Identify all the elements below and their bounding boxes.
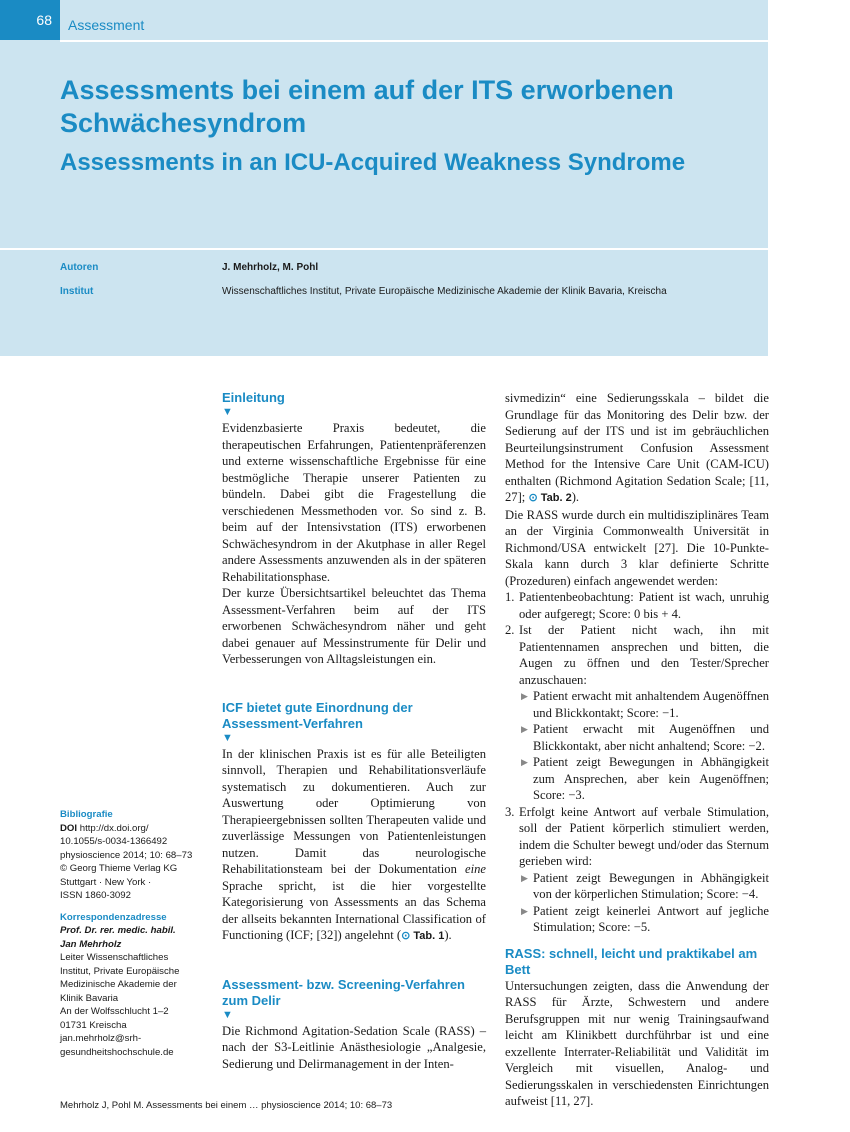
triangle-right-icon: ▶ xyxy=(521,691,528,701)
triangle-down-icon: ▼ xyxy=(222,731,233,744)
column-right xyxy=(505,390,769,1110)
doi-url[interactable]: http://dx.doi.org/ xyxy=(79,822,149,834)
triangle-right-icon: ▶ xyxy=(521,724,528,734)
heading-icf: ICF bietet gute Einordnung der Assessment-Verfahren xyxy=(222,699,413,731)
heading-einleitung: Einleitung xyxy=(222,390,285,405)
paragraph: Die RASS wurde durch ein multidisziplinäres Team an der Virginia Commonwealth Universität in Richmond/USA entwickelt [27]. Die 10-Punkte-Skala kann durch 3 klar definierte Schritte (Prozeduren) einfach angewendet werden: xyxy=(505,507,769,588)
correspondence-line: Klinik Bavaria xyxy=(60,992,119,1004)
correspondence-line: Leiter Wissenschaftliches xyxy=(60,952,169,963)
triangle-right-icon: ▶ xyxy=(521,872,528,883)
list-item: 2. Ist der Patient nicht wach, ihn mit Patientennamen ansprechen und bitten, die Augen zu öffnen und den Tester/Sprecher anzuschauen: ▶ Patient erwacht mit anhaltendem Augenöffnen und Blickkontakt; Score: −1. ▶ Patient erwacht mit Augenöffnen und Blickkontakt, aber nicht anhaltend; Score: −2. ▶ Patient zeigt Bewegungen in Abhängigkeit zum Ansprechen, aber kein Augenöffnen; Score: −3. xyxy=(505,623,769,802)
correspondence-name: Jan Mehrholz xyxy=(60,938,122,950)
paragraph: Untersuchungen zeigten, dass die Anwendung der RASS für Ärzte, Schwestern und andere Berufsgruppen mit nur wenig Trainingsaufwand leicht am Klinikbett durchführbar ist und eine exzellente Interrater-Reliabilität und Validität im Vergleich mit visuellen, Analog- und Sedierungsskalen in verschiedensten Einrichtungen aufweist [11, 27]. xyxy=(505,978,769,1108)
sublist-item: ▶ Patient zeigt Bewegungen in Abhängigkeit zum Ansprechen, aber kein Augenöffnen; Score: −3. xyxy=(521,755,769,802)
sublist-item: ▶ Patient zeigt Bewegungen in Abhängigkeit von der körperlichen Stimulation; Score: −4. xyxy=(521,870,769,901)
doi-line xyxy=(60,822,210,836)
column-left xyxy=(222,390,486,1072)
paragraph: Die Richmond Agitation-Sedation Scale (RASS) – nach der S3-Leitlinie Anästhesiologie „Analgesie, Sedierung und Delirmanagement in der Inten- xyxy=(222,1023,486,1071)
publisher-place: Stuttgart · New York · xyxy=(60,876,152,888)
circle-arrow-icon: ⊙ xyxy=(528,492,538,504)
institute-label: Institut xyxy=(60,286,94,297)
sublist-item: ▶ Patient zeigt keinerlei Antwort auf jegliche Stimulation; Score: −5. xyxy=(521,903,769,934)
table-reference[interactable]: ⊙ Tab. 2 xyxy=(528,492,572,504)
bibliography-heading: Bibliografie xyxy=(60,809,113,820)
correspondence-email[interactable]: jan.mehrholz@srh- xyxy=(60,1033,142,1044)
page-number: 68 xyxy=(0,0,60,40)
header-divider xyxy=(0,248,768,250)
authors-label: Autoren xyxy=(60,262,99,273)
sublist-item: ▶ Patient erwacht mit anhaltendem Augenöffnen und Blickkontakt; Score: −1. xyxy=(521,689,769,720)
sublist-item: ▶ Patient erwacht mit Augenöffnen und Blickkontakt, aber nicht anhaltend; Score: −2. xyxy=(521,722,769,753)
correspondence-heading: Korrespondenzadresse xyxy=(60,911,167,923)
paragraph: Der kurze Übersichtsartikel beleuchtet das Thema Assessment-Verfahren beim auf der ITS erworbenen Schwächesyndrom näher und geht dabei genauer auf Messinstrumente für Delir und Verbesserungen von Alltagsleistungen ein. xyxy=(222,586,486,666)
correspondence-title: Prof. Dr. rer. medic. habil. xyxy=(60,925,176,936)
institute-value: Wissenschaftliches Institut, Private Europäische Medizinische Akademie der Klinik Bavaria, Kreischa xyxy=(222,286,667,297)
triangle-down-icon: ▼ xyxy=(222,1008,233,1021)
article-title-german: Assessments bei einem auf der ITS erworbenen Schwächesyndrom xyxy=(60,75,674,138)
list-item: 3. Erfolgt keine Antwort auf verbale Stimulation, soll der Patient körperlich stimuliert werden, indem die Schulter bewegt und/oder das Sternum gerieben wird: ▶ Patient zeigt Bewegungen in Abhängigkeit von der körperlichen Stimulation; Score: −4. ▶ Patient zeigt keinerlei Antwort auf jegliche Stimulation; Score: −5. xyxy=(505,804,769,934)
sidebar xyxy=(60,808,210,1059)
correspondence-line: An der Wolfsschlucht 1–2 xyxy=(60,1006,169,1017)
circle-arrow-icon: ⊙ xyxy=(401,930,411,942)
article-title-english: Assessments in an ICU-Acquired Weakness Syndrome xyxy=(60,149,686,176)
triangle-right-icon: ▶ xyxy=(521,757,528,767)
footer-citation: Mehrholz J, Pohl M. Assessments bei einem … physioscience 2014; 10: 68–73 xyxy=(60,1100,393,1111)
heading-delir: Assessment- bzw. Screening-Verfahren zum Delir xyxy=(222,976,465,1008)
correspondence-email[interactable]: gesundheitshochschule.de xyxy=(60,1046,174,1058)
doi-id: 10.1055/s-0034-1366492 xyxy=(60,836,168,847)
authors-value: J. Mehrholz, M. Pohl xyxy=(222,262,319,273)
header-band xyxy=(0,0,768,356)
paragraph: In der klinischen Praxis ist es für alle Beteiligten sinnvoll, Therapien und Rehabilitationsverläufe systematisch zu dokumentieren. Auch zur Auswertung oder Optimierung von Therapieergebnissen sollten Therapeuten valide und zuverlässige Messungen von Patientenleistungen nutzen. Damit das neurologische Rehabilitationsteam bei der Dokumentation eine Sprache spricht, ist die hier vorgestellte Kategorisierung von Assessments an das Schema der allseits bekannten International Classification of Functioning (ICF; [32]) angelehnt (⊙ Tab. 1). xyxy=(222,746,486,942)
table-reference[interactable]: ⊙ Tab. 1 xyxy=(401,930,445,942)
rass-procedure-list xyxy=(505,589,769,936)
heading-rass: RASS: schnell, leicht und praktikabel am Bett xyxy=(505,945,758,977)
triangle-right-icon: ▶ xyxy=(521,905,528,916)
section-label: Assessment xyxy=(68,17,145,33)
issn: ISSN 1860-3092 xyxy=(60,890,131,901)
list-item: 1. Patientenbeobachtung: Patient ist wach, unruhig oder aufgeregt; Score: 0 bis + 4. xyxy=(505,590,769,621)
doi-label: DOI xyxy=(60,822,78,834)
journal-ref: physioscience 2014; 10: 68–73 xyxy=(60,849,193,861)
triangle-down-icon: ▼ xyxy=(222,406,233,418)
header-rule xyxy=(60,40,768,42)
paragraph: sivmedizin“ eine Sedierungsskala – bildet die Grundlage für das Monitoring des Delir bzw. der Sedierung auf der ITS und ist im gebräuchlichen Beurteilungsinstrument Confusion Assessment Method for the Intensive Care Unit (CAM-ICU) enthalten (Richmond Agitation Sedation Scale; [11, 27]; ⊙ Tab. 2). xyxy=(505,391,769,504)
paragraph: Evidenzbasierte Praxis bedeutet, die therapeutischen Erfahrungen, Patientenpräferenzen und externe wissenschaftliche Ergebnisse für eine bestmögliche Therapie unserer Patienten zu bündeln. Dabei gibt die Fragestellung die verschiedenen Messmethoden vor. So sind z. B. beim auf der Intensivstation (ITS) erworbenen Schwächesyndrom in der Akutphase in aller Regel andere Assessments anzuwenden als in der späteren Rehabilitationsphase. xyxy=(222,421,486,584)
copyright: © Georg Thieme Verlag KG xyxy=(60,863,178,874)
correspondence-line: Institut, Private Europäische xyxy=(60,965,180,977)
correspondence-line: 01731 Kreischa xyxy=(60,1019,127,1031)
correspondence-line: Medizinische Akademie der xyxy=(60,979,177,990)
